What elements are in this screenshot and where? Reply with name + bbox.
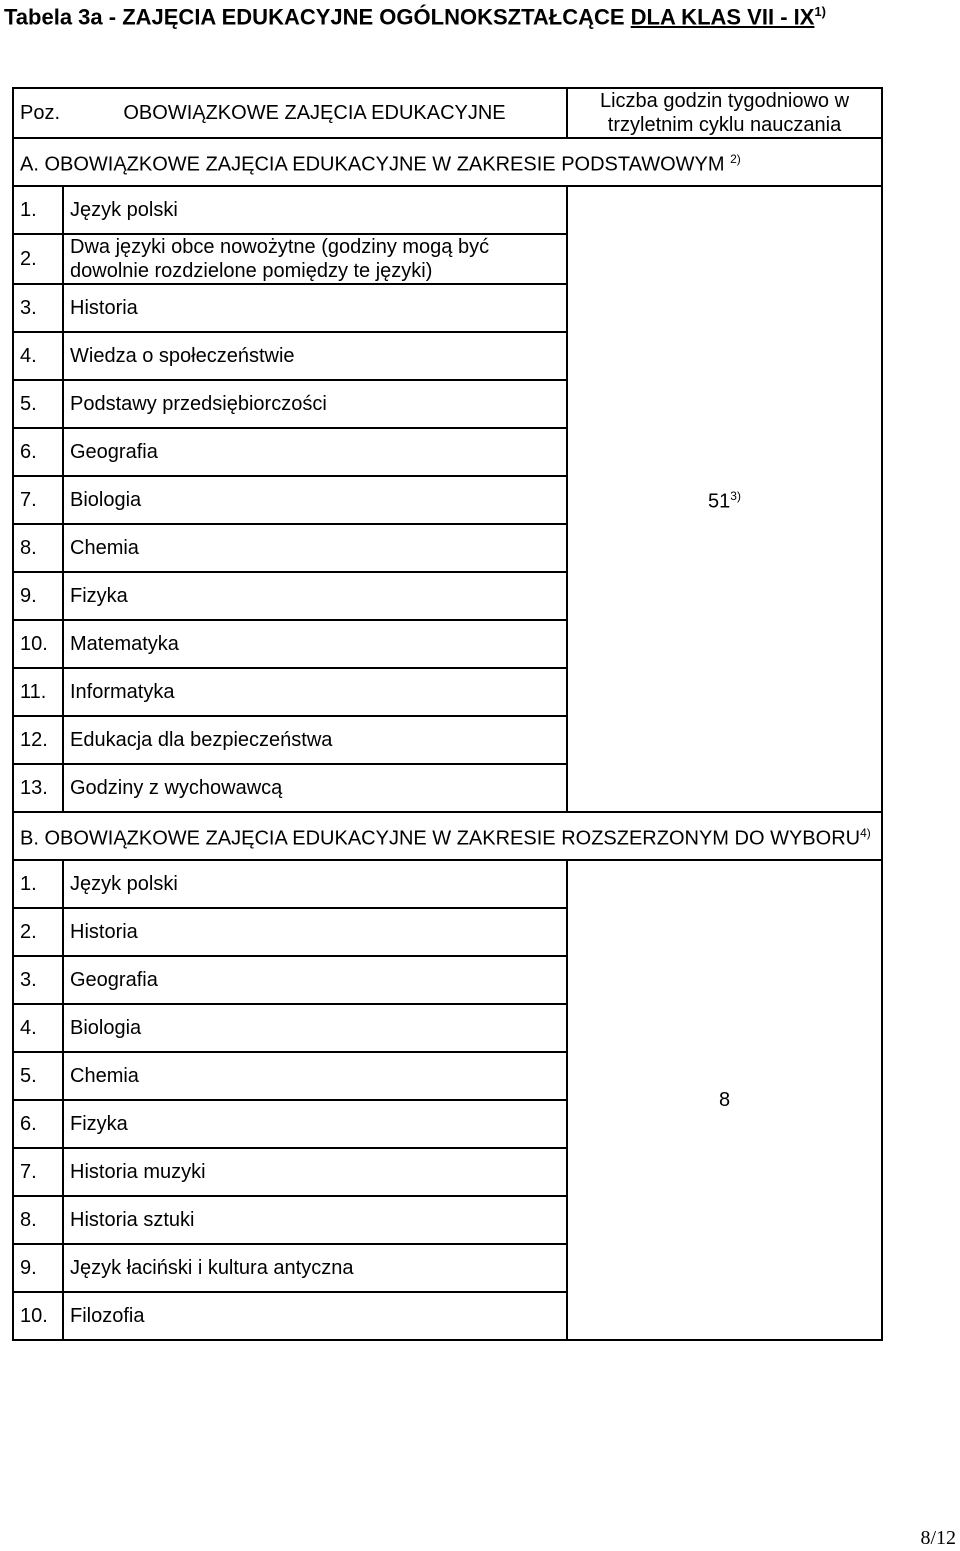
section-b-hours: [567, 860, 882, 1340]
row-subject: Godziny z wychowawcą: [63, 764, 567, 812]
row-subject: Historia muzyki: [63, 1148, 567, 1196]
row-number: 2.: [13, 908, 63, 956]
row-number: 1.: [13, 186, 63, 234]
row-number: 4.: [13, 1004, 63, 1052]
row-subject: Język polski: [63, 186, 567, 234]
table-row: [13, 860, 882, 908]
row-subject: Chemia: [63, 524, 567, 572]
row-subject: Historia sztuki: [63, 1196, 567, 1244]
page-title: [4, 4, 826, 30]
schedule-table: [12, 87, 883, 1341]
row-number: 8.: [13, 1196, 63, 1244]
hours-value: 8: [718, 1089, 731, 1111]
row-number: 7.: [13, 1148, 63, 1196]
row-subject: Język łaciński i kultura antyczna: [63, 1244, 567, 1292]
row-number: 3.: [13, 284, 63, 332]
row-number: 6.: [13, 1100, 63, 1148]
row-subject: Biologia: [63, 476, 567, 524]
header-row: [13, 88, 882, 138]
row-number: 5.: [13, 1052, 63, 1100]
section-a-title-text: A. OBOWIĄZKOWE ZAJĘCIA EDUKACYJNE W ZAKRESIE PODSTAWOWYM: [20, 153, 725, 176]
title-underlined: DLA KLAS VII - IX: [630, 4, 815, 30]
header-poz: Poz.: [13, 88, 63, 138]
row-number: 1.: [13, 860, 63, 908]
header-name: OBOWIĄZKOWE ZAJĘCIA EDUKACYJNE: [63, 88, 567, 138]
row-number: 8.: [13, 524, 63, 572]
row-subject: Geografia: [63, 428, 567, 476]
row-subject: Matematyka: [63, 620, 567, 668]
row-number: 11.: [13, 668, 63, 716]
row-number: 6.: [13, 428, 63, 476]
row-subject: Biologia: [63, 1004, 567, 1052]
section-a-hours: [567, 186, 882, 812]
section-b-row: [13, 812, 882, 860]
row-number: 4.: [13, 332, 63, 380]
schedule-body: [13, 88, 882, 1340]
row-number: 5.: [13, 380, 63, 428]
row-subject: Historia: [63, 908, 567, 956]
row-number: 3.: [13, 956, 63, 1004]
row-subject: Geografia: [63, 956, 567, 1004]
row-number: 9.: [13, 1244, 63, 1292]
title-footnote: 1): [814, 4, 826, 19]
hours-footnote: 3): [730, 489, 741, 504]
row-number: 7.: [13, 476, 63, 524]
row-subject: Fizyka: [63, 1100, 567, 1148]
section-b-footnote: 4): [860, 826, 871, 841]
header-hours: Liczba godzin tygodniowo w trzyletnim cyklu nauczania: [567, 88, 882, 138]
row-subject: Wiedza o społeczeństwie: [63, 332, 567, 380]
row-subject: Filozofia: [63, 1292, 567, 1340]
section-b-title: [13, 812, 882, 860]
section-a-title: [13, 138, 882, 186]
row-subject: Fizyka: [63, 572, 567, 620]
hours-value: 51: [708, 490, 731, 513]
row-number: 10.: [13, 1292, 63, 1340]
row-subject: Informatyka: [63, 668, 567, 716]
section-b-title-text: B. OBOWIĄZKOWE ZAJĘCIA EDUKACYJNE W ZAKRESIE ROZSZERZONYM DO WYBORU: [20, 827, 861, 850]
page-number: 8/12: [920, 1527, 956, 1549]
row-number: 2.: [13, 234, 63, 284]
row-number: 10.: [13, 620, 63, 668]
row-subject: Dwa języki obce nowożytne (godziny mogą być dowolnie rozdzielone pomiędzy te języki): [63, 234, 567, 284]
section-a-footnote: 2): [730, 152, 741, 167]
section-a-row: [13, 138, 882, 186]
row-number: 9.: [13, 572, 63, 620]
row-subject: Chemia: [63, 1052, 567, 1100]
row-subject: Historia: [63, 284, 567, 332]
title-prefix: Tabela 3a - ZAJĘCIA EDUKACYJNE OGÓLNOKSZTAŁCĄCE: [4, 4, 631, 30]
row-subject: Podstawy przedsiębiorczości: [63, 380, 567, 428]
row-subject: Język polski: [63, 860, 567, 908]
table-row: [13, 186, 882, 234]
row-subject: Edukacja dla bezpieczeństwa: [63, 716, 567, 764]
row-number: 13.: [13, 764, 63, 812]
row-number: 12.: [13, 716, 63, 764]
